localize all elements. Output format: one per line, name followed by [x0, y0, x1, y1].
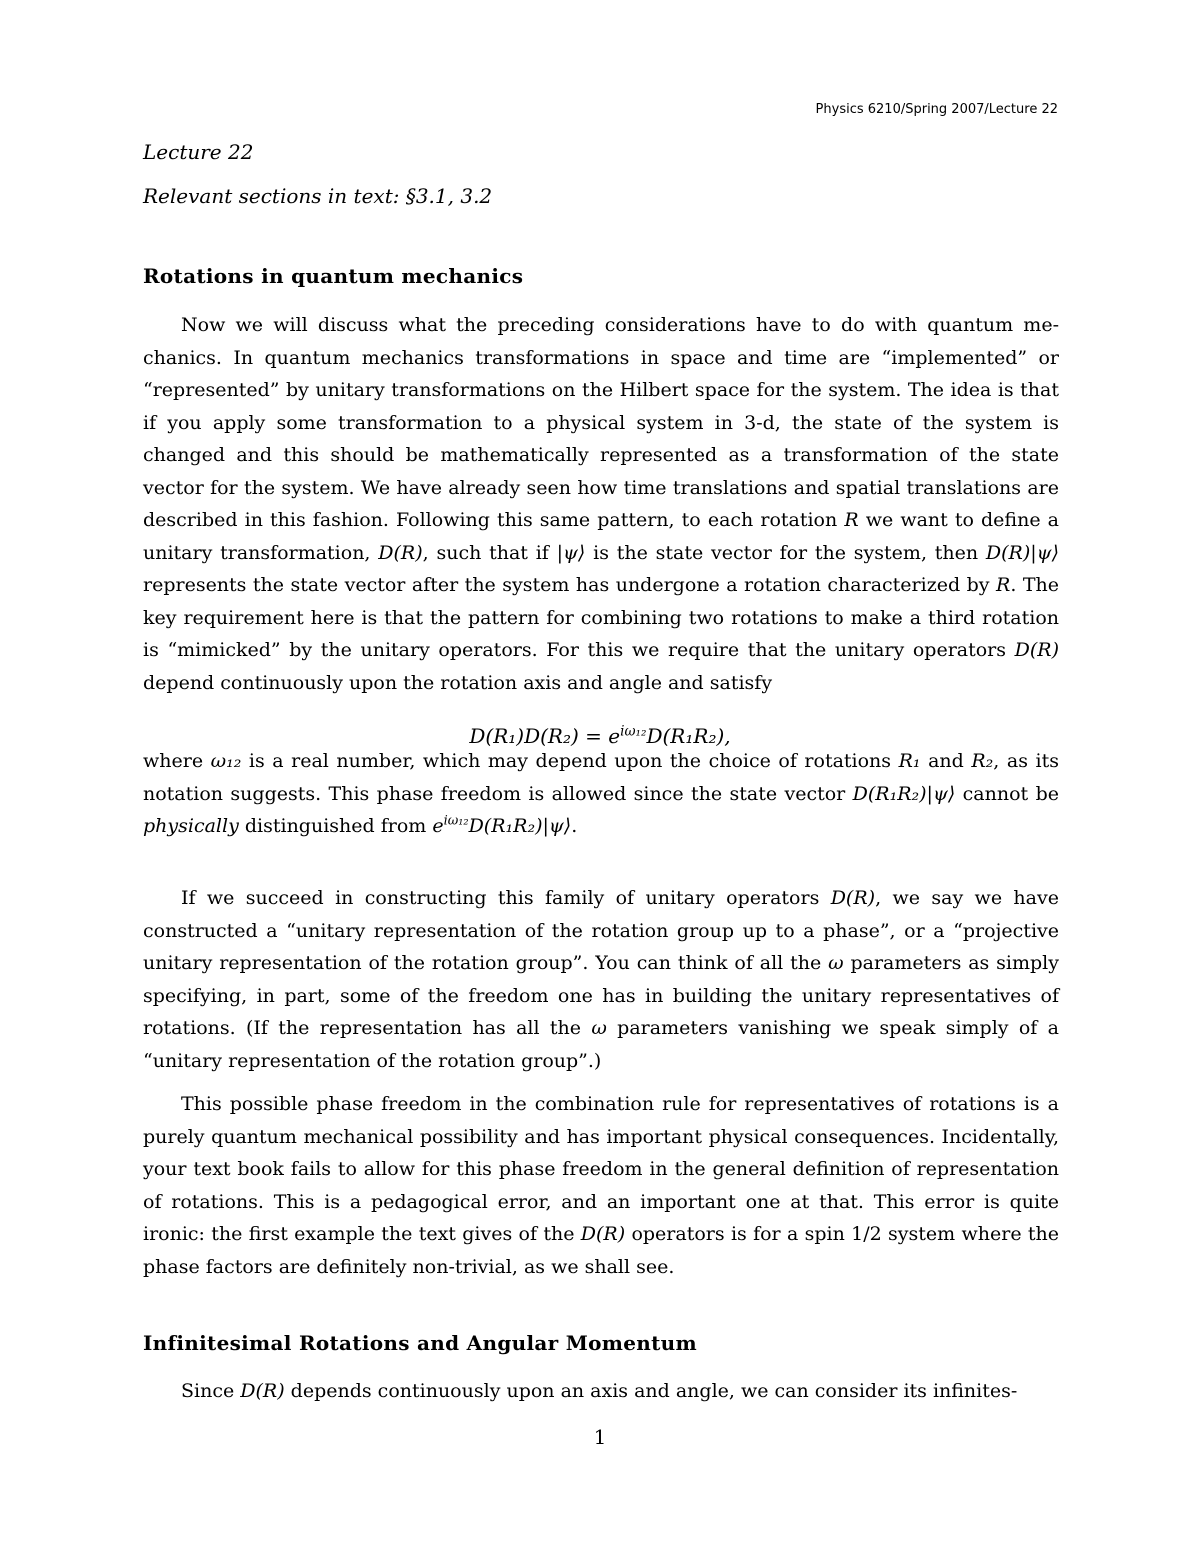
running-head: Physics 6210/Spring 2007/Lecture 22	[815, 102, 1058, 117]
paragraph-3: If we succeed in constructing this family of unitary operators D(R), we say we have constructed a “unitary representation of the rotation group up to a phase”, or a “projective unitary representation of the rotation group”. You can think of all the ω parameters as simply specifying, in part, some of the freedom one has in building the unitary representatives of rotations. (If the representation has all the ω parameters vanishing we speak simply of a “unitary representation of the rotation group”.)	[143, 887, 1059, 1072]
section-heading-rotations: Rotations in quantum mechanics	[143, 264, 524, 288]
section-heading-infinitesimal: Infinitesimal Rotations and Angular Momentum	[143, 1331, 697, 1355]
lecture-title: Lecture 22	[143, 140, 254, 164]
relevant-sections: Relevant sections in text: §3.1, 3.2	[143, 184, 493, 208]
paragraph-2: where ω₁₂ is a real number, which may depend upon the choice of rotations R₁ and R₂, as its notation suggests. This phase freedom is allowed since the state vector D(R₁R₂)|ψ⟩ cannot be physically distinguished from $e^{i\omega_{12}}D(R_1R_2)|\psi⟩$.	[143, 750, 1059, 837]
display-equation: $D(R_1)D(R_2) = e^{i\omega_{12}}D(R_1R_2)$,	[469, 723, 731, 748]
paragraph-5: Since D(R) depends continuously upon an axis and angle, we can consider its infinites-	[181, 1380, 1018, 1402]
page-number: 1	[593, 1425, 607, 1449]
paragraph-4: This possible phase freedom in the combination rule for representatives of rotations is a purely quantum mechanical possibility and has important physical consequences. Incidentally, your text book fails to allow for this phase freedom in the general definition of representation of rotations. This is a pedagogical error, and an important one at that. This error is quite ironic: the first example the text gives of the D(R) operators is for a spin 1/2 system where the phase factors are definitely non-trivial, as we shall see.	[143, 1093, 1059, 1278]
paragraph-1: Now we will discuss what the preceding considerations have to do with quantum mechanics. In quantum mechanics transformations in space and time are “implemented” or “represented” by unitary transformations on the Hilbert space for the system. The idea is that if you apply some transformation to a physical system in 3-d, the state of the system is changed and this should be mathematically represented as a transformation of the state vector for the system. We have already seen how time translations and spatial translations are described in this fashion. Following this same pattern, to each rotation R we want to define a unitary transformation, D(R), such that if |ψ⟩ is the state vector for the system, then D(R)|ψ⟩ represents the state vector after the system has undergone a rotation characterized by R. The key requirement here is that the pattern for combining two rotations to make a third rotation is “mimicked” by the unitary operators. For this we require that the unitary operators D(R) depend continuously upon the rotation axis and angle and satisfy	[143, 314, 1060, 694]
